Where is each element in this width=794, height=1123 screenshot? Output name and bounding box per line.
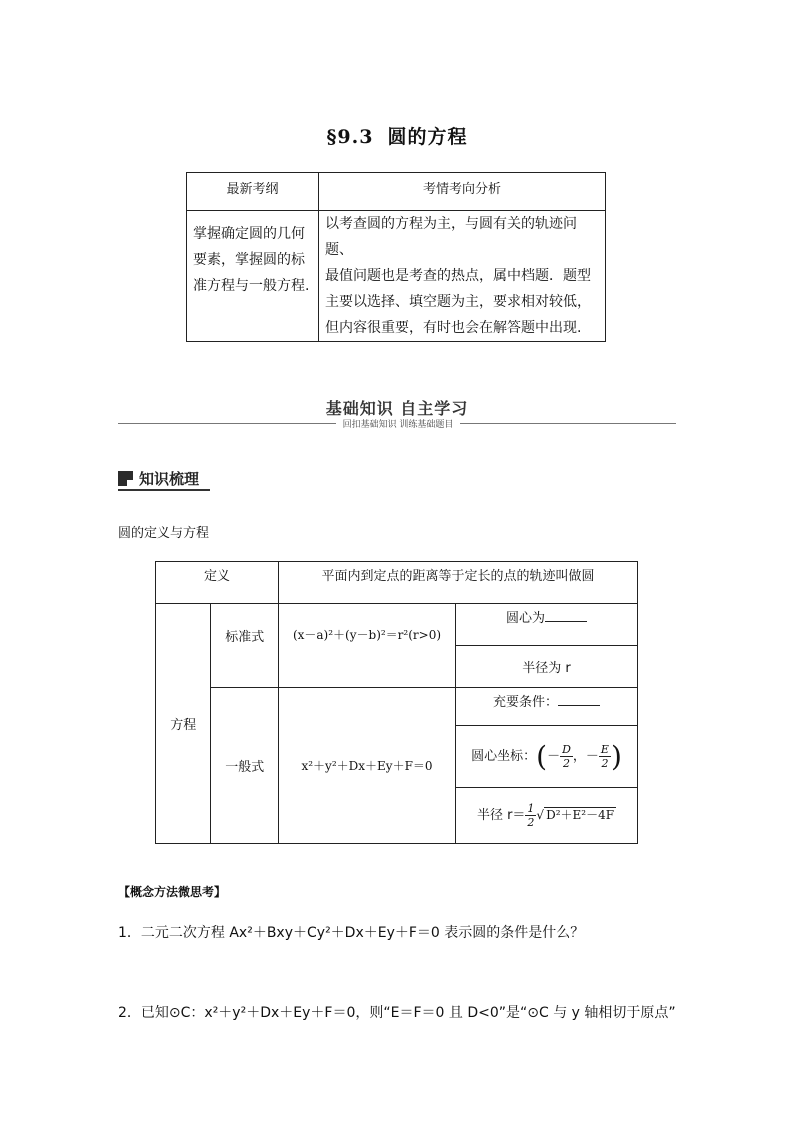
outline-col1-line: 要素，掌握圆的标 xyxy=(193,252,305,268)
outline-col1-line: 准方程与一般方程. xyxy=(193,278,310,294)
sqrt-sign: √ xyxy=(536,808,545,822)
center-x-den: 2 xyxy=(562,757,570,770)
outline-col2-line: 以考查圆的方程为主，与圆有关的轨迹问题、 xyxy=(325,216,577,258)
outline-col2-body xyxy=(319,211,606,342)
section-number: §9.3 xyxy=(326,126,374,148)
outline-col2-line: 但内容很重要，有时也会在解答题中出现. xyxy=(325,320,582,336)
general-label: 一般式 xyxy=(211,688,279,844)
standard-formula xyxy=(279,604,456,688)
center-coord-label: 圆心坐标： xyxy=(471,749,537,764)
outline-col2-line: 最值问题也是考查的热点，属中档题．题型 xyxy=(325,268,591,284)
question-2: 2．已知⊙C：x²＋y²＋Dx＋Ey＋F＝0，则“E＝F＝0 且 D<0”是“⊙C 与 y 轴相切于原点” xyxy=(118,1005,676,1021)
definition-table xyxy=(155,561,638,844)
center-x-fraction xyxy=(560,743,573,770)
outline-col2-header: 考情考向分析 xyxy=(319,173,606,211)
standard-label: 标准式 xyxy=(211,604,279,688)
subheading: 圆的定义与方程 xyxy=(118,526,210,541)
radius-num: 1 xyxy=(527,802,535,815)
condition-label: 充要条件： xyxy=(492,695,558,710)
radius-general-cell xyxy=(456,788,638,844)
concept-label: 【概念方法微思考】 xyxy=(118,885,227,899)
radius-prefix: 半径 r＝ xyxy=(476,808,526,823)
center-blank xyxy=(545,609,587,622)
radius-label: 半径为 r xyxy=(522,661,571,676)
general-formula xyxy=(279,688,456,844)
equation-label: 方程 xyxy=(156,604,211,844)
section-heading-text: 知识梳理 xyxy=(139,470,200,488)
question-1: 1．二元二次方程 Ax²＋Bxy＋Cy²＋Dx＋Ey＋F＝0 表示圆的条件是什么？ xyxy=(118,925,585,941)
general-formula-text: x²＋y²＋Dx＋Ey＋F＝0 xyxy=(301,759,433,773)
center-y-fraction xyxy=(599,743,611,770)
section-heading xyxy=(118,468,199,489)
band-divider-left xyxy=(118,423,336,424)
outline-col1-header: 最新考纲 xyxy=(187,173,319,211)
outline-col2-line: 主要以选择、填空题为主，要求相对较低， xyxy=(325,294,591,310)
radius-fraction xyxy=(525,802,536,829)
radius-sqrt: D²＋E²－4F xyxy=(546,808,615,822)
condition-cell xyxy=(456,688,638,726)
center-cell xyxy=(456,604,638,646)
center-label: 圆心为 xyxy=(505,611,545,626)
def-label: 定义 xyxy=(156,562,279,604)
center-y-den: 2 xyxy=(601,757,609,770)
band-subtitle: 回扣基础知识 训练基础题目 xyxy=(342,420,454,430)
condition-blank xyxy=(558,693,600,706)
center-y-num: E xyxy=(600,743,609,756)
section-heading-underline xyxy=(118,489,210,491)
outline-table xyxy=(186,172,606,342)
standard-formula-text: (x－a)²＋(y－b)²＝r²(r>0) xyxy=(292,628,442,642)
outline-col1-line: 掌握确定圆的几何 xyxy=(193,226,305,242)
radius-cell xyxy=(456,646,638,688)
page-title xyxy=(0,122,794,149)
section-square-icon xyxy=(118,471,133,486)
radius-den: 2 xyxy=(527,816,535,829)
center-coord-cell: 圆心坐标：(－ $\frac{D}{2}$ ，－ $\frac{E}{2}$ ) xyxy=(456,726,638,788)
def-text: 平面内到定点的距离等于定长的点的轨迹叫做圆 xyxy=(279,562,638,604)
paren-right: ) xyxy=(610,740,622,773)
section-name: 圆的方程 xyxy=(387,126,468,148)
outline-col1-body xyxy=(187,211,319,342)
paren-left: ( xyxy=(536,740,548,773)
band-title: 基础知识 自主学习 xyxy=(325,399,469,418)
center-x-num: D xyxy=(562,743,571,756)
band-divider-right xyxy=(460,423,676,424)
